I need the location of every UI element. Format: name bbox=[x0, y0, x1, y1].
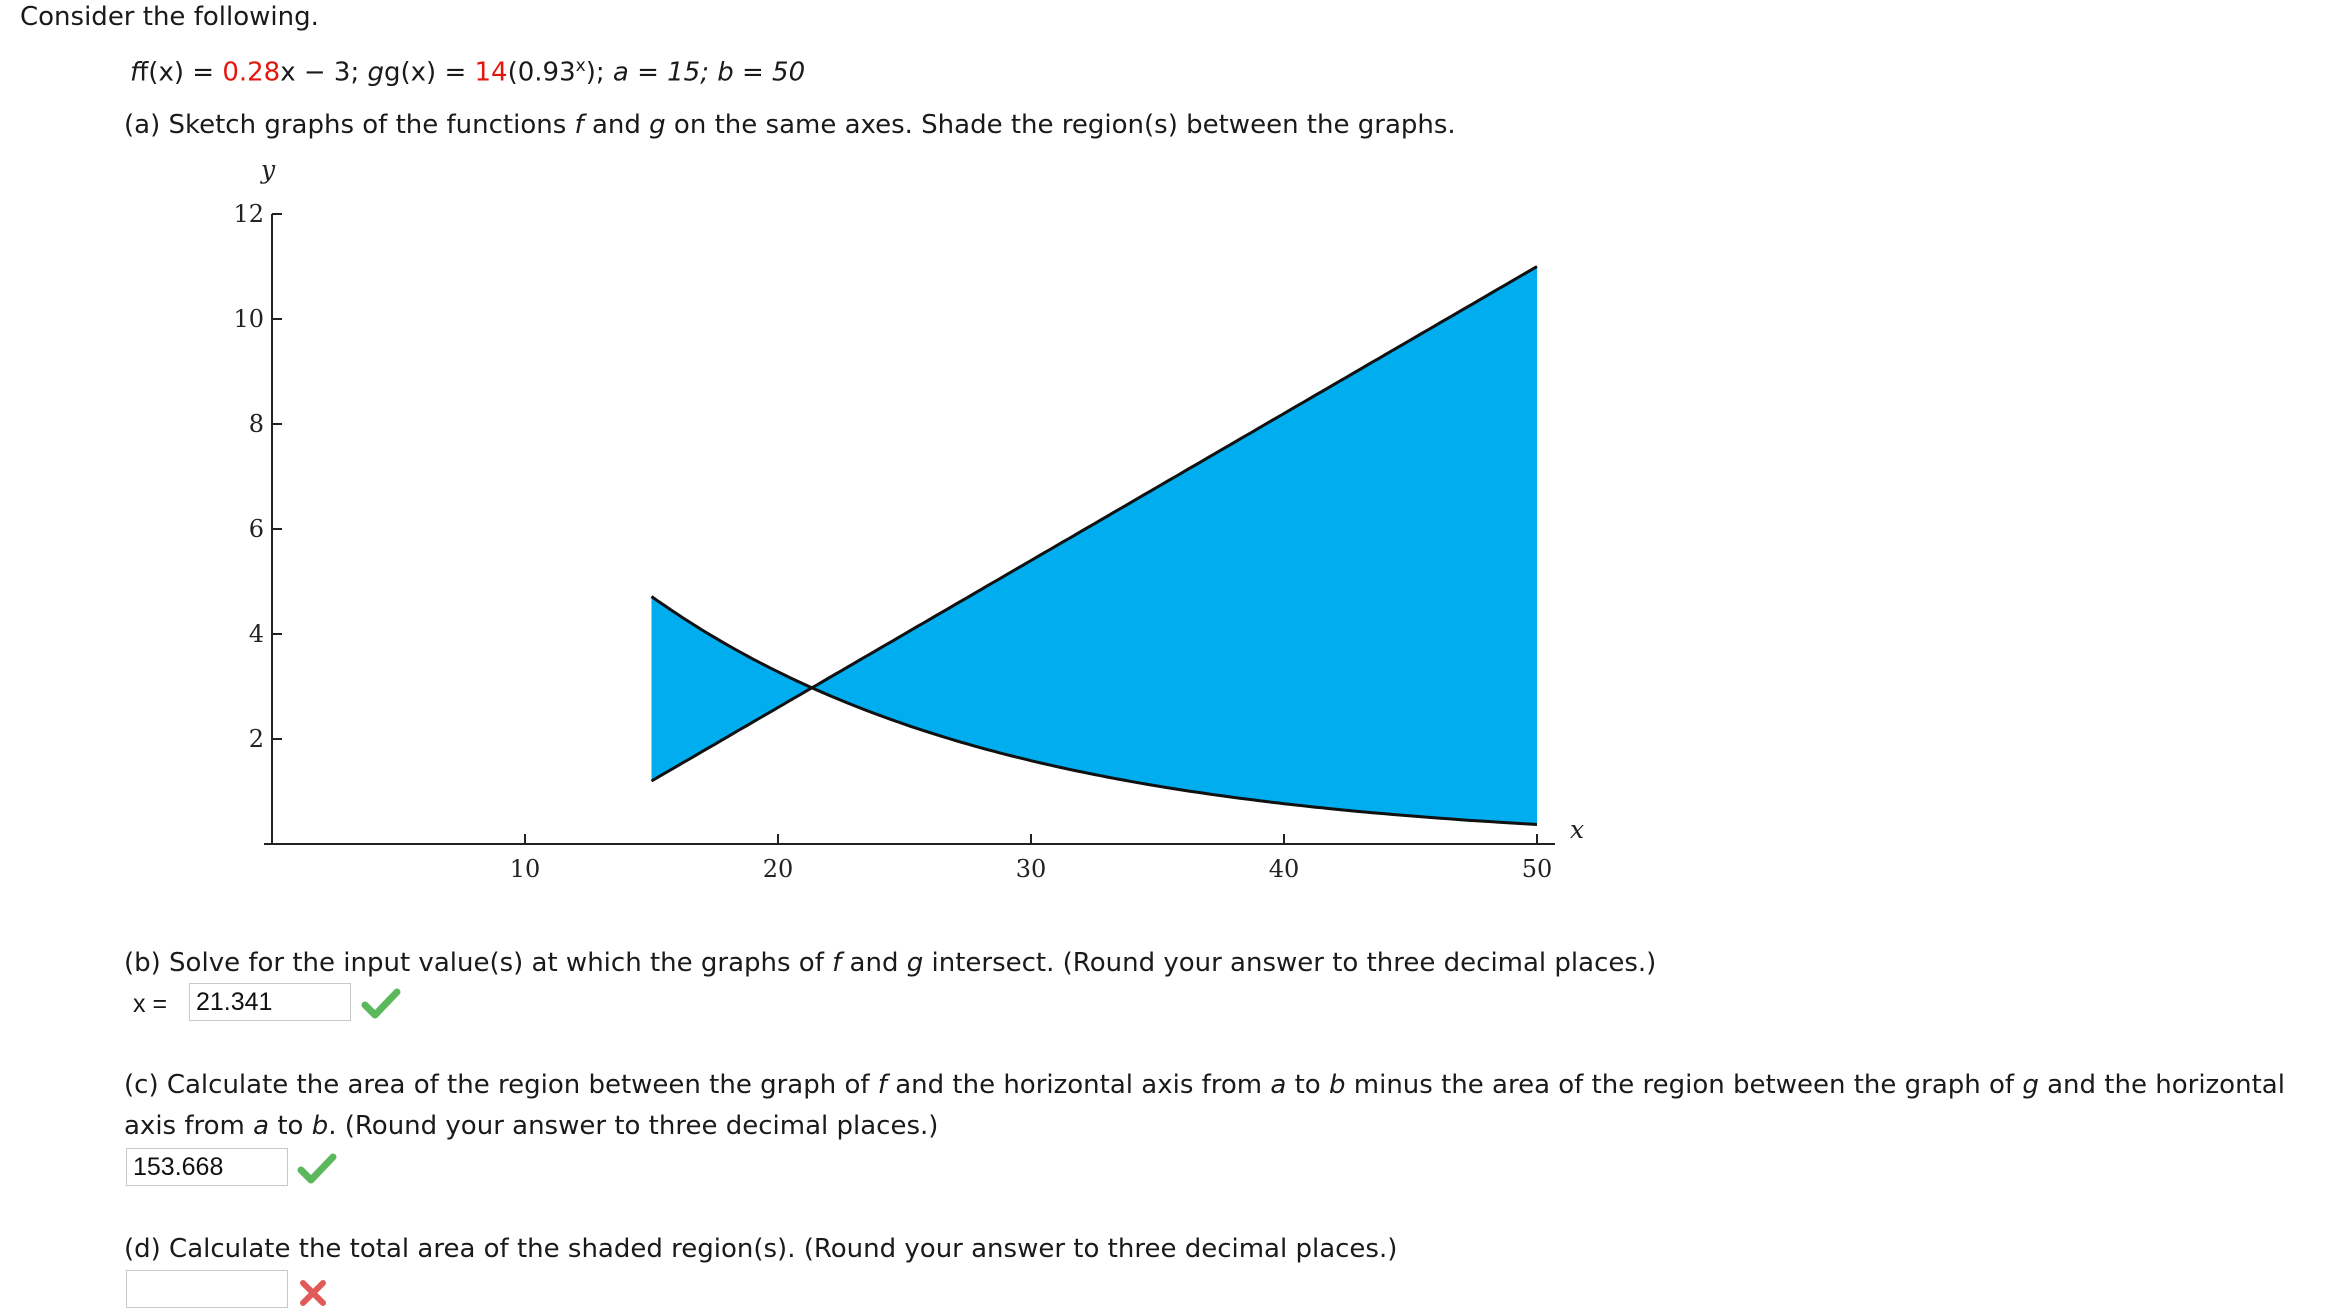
shaded-region bbox=[652, 267, 1538, 825]
check-icon bbox=[362, 988, 400, 1020]
f-coefficient: 0.28 bbox=[222, 57, 281, 88]
x-tick-label: 50 bbox=[1521, 855, 1553, 883]
g-coefficient: 14 bbox=[474, 57, 508, 88]
graph-marks bbox=[652, 267, 1538, 825]
x-axis-label: x bbox=[1569, 815, 1585, 844]
f-lhs: f(x) = bbox=[139, 57, 223, 88]
y-tick-label: 10 bbox=[233, 305, 264, 333]
part-c-question-line2: axis from a to b. (Round your answer to three decimal places.) bbox=[124, 1111, 939, 1141]
y-tick-label: 4 bbox=[248, 620, 264, 648]
cross-icon bbox=[298, 1278, 328, 1308]
x-tick-label: 40 bbox=[1268, 855, 1300, 883]
y-axis-label: y bbox=[260, 155, 276, 184]
function-graph bbox=[0, 0, 1585, 900]
x-tick-label: 30 bbox=[1015, 855, 1047, 883]
y-tick-label: 2 bbox=[248, 725, 264, 753]
y-tick-label: 8 bbox=[248, 410, 264, 438]
g-base: (0.93 bbox=[507, 57, 576, 88]
a-value: a = 15; bbox=[612, 57, 718, 88]
part-d-question: (d) Calculate the total area of the shaded region(s). (Round your answer to three decimal places.) bbox=[124, 1234, 1398, 1264]
prompt-text: Consider the following. bbox=[20, 2, 319, 32]
f-rest: x − 3; bbox=[280, 57, 368, 88]
part-c-question-line1: (c) Calculate the area of the region between the graph of f and the horizontal axis from a to b minus the area of the region between the graph of g and the horizontal bbox=[124, 1070, 2285, 1100]
check-icon bbox=[298, 1153, 336, 1185]
part-d-answer-input[interactable] bbox=[126, 1270, 288, 1308]
g-exponent: x bbox=[575, 56, 586, 76]
given-functions: ff(x) = 0.28x − 3; $gg(x) = 14(0.93^x)$; a = 15; b = 50 bbox=[130, 56, 806, 88]
part-b-answer-input[interactable]: 21.341 bbox=[189, 983, 351, 1021]
part-a-question: (a) Sketch graphs of the functions f and g on the same axes. Shade the region(s) between the graphs. bbox=[124, 110, 1456, 140]
y-tick-label: 6 bbox=[248, 515, 264, 543]
x-tick-label: 10 bbox=[509, 855, 541, 883]
part-b-var-label: x = bbox=[133, 990, 168, 1018]
part-b-question: (b) Solve for the input value(s) at which the graphs of f and g intersect. (Round your answer to three decimal places.) bbox=[124, 948, 1657, 978]
g-close: ); bbox=[585, 57, 613, 88]
x-tick-label: 20 bbox=[762, 855, 794, 883]
g-lhs: g(x) = bbox=[384, 57, 475, 88]
part-c-answer-input[interactable]: 153.668 bbox=[126, 1148, 288, 1186]
y-tick-label: 12 bbox=[233, 200, 264, 228]
b-value: b = 50 bbox=[717, 57, 806, 88]
